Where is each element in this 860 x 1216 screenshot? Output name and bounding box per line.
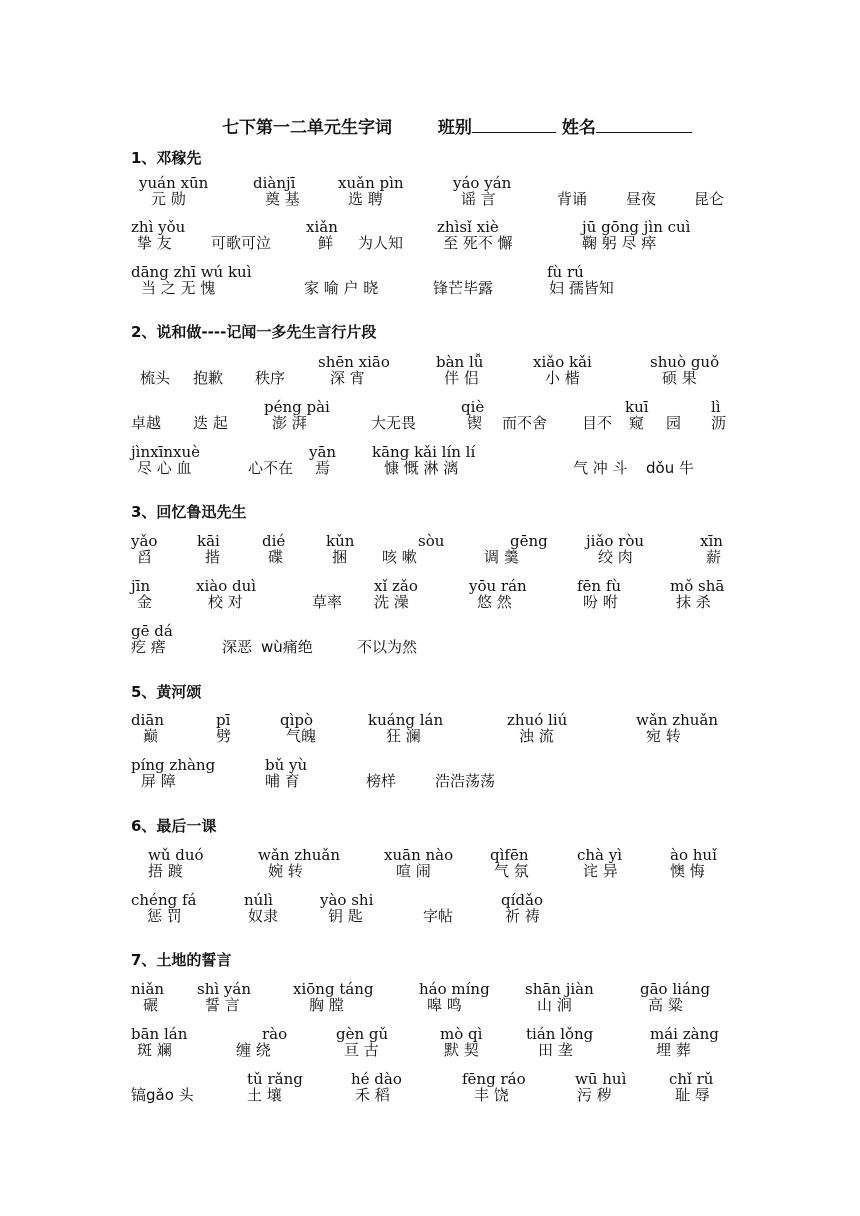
title-text: 七下第一二单元生字词 (222, 118, 392, 138)
section-heading: 1、邓稼先 (131, 149, 202, 167)
worksheet-title (222, 113, 692, 138)
name-blank[interactable] (596, 116, 692, 133)
class-label: 班别 (437, 118, 472, 138)
section-heading: 3、回忆鲁迅先生 (131, 503, 247, 521)
section-heading: 7、土地的誓言 (131, 951, 232, 969)
section-heading: 6、最后一课 (131, 817, 217, 835)
section-heading: 2、说和做----记闻一多先生言行片段 (131, 323, 377, 341)
name-label: 姓名 (561, 118, 596, 138)
class-blank[interactable] (472, 116, 556, 133)
section-heading: 5、黄河颂 (131, 683, 202, 701)
worksheet-page: 七下第一二单元生字词 班别 姓名 1、邓稼先 yuán xūn 元 勋 diànjī 奠 基 xuǎn pìn 选 聘 yáo yán 谣 言 背诵 昼夜 昆仑 zhì yǒu 挚 友 可歌可泣 xiǎn 鲜 为人知 zhìsǐ xiè 至 死不 懈 jū gōng jìn cuì 鞠 躬 尽 瘁 dāng zhī wú kuì 当 之 无 愧 家 喻 户 晓 锋芒毕露 fù rú 妇 孺皆知 2、说和做----记闻一多先生言行片段 梳头 抱歉 秩序 shēn xiāo 深 宵 bàn lǚ 伴 侣 xiǎo kǎi 小 楷 shuò guǒ 硕 果 卓越 迭 起 péng pài 澎 湃 大无畏 qiè 锲 而不舍 目不 kuī 窥 园 lì 沥 jìnxīnxuè 尽 心 血 心不在 yān 焉 kāng kǎi lín lí 慷 慨 淋 漓 气 冲 斗 dǒu 牛 3、回忆鲁迅先生 yǎo 舀 kāi 揩 dié 碟 kǔn 捆 sòu 咳 嗽 gēng 调 羹 jiǎo ròu 绞 肉 xīn 薪 jīn 金 xiào duì 校 对 草率 xǐ zǎo 洗 澡 yōu rán 悠 然 fēn fù 吩 咐 mǒ shā 抹 杀 gē dá 疙 瘩 深恶 wù痛绝 不以为然 5、黄河颂 diān 巅 pī 劈 qìpò 气魄 kuáng lán 狂 澜 zhuó liú 浊 流 wǎn zhuǎn 宛 转 píng zhàng 屏 障 bǔ yù 哺 育 榜样 浩浩荡荡 6、最后一课 wǔ duó 捂 踱 wǎn zhuǎn 婉 转 xuān nào 喧 闹 qìfēn 气 氛 chà yì 诧 异 ào huǐ 懊 悔 chéng fá 惩 罚 núlì 奴隶 yào shi 钥 匙 字帖 qídǎo 祈 祷 7、土地的誓言 niǎn 碾 shì yán 誓 言 xiōng táng 胸 膛 háo míng 嗥 鸣 shān jiàn 山 涧 gāo liáng 高 粱 bān lán 斑 斓 rào 缠 绕 gèn gǔ 亘 古 mò qì 默 契 tián lǒng 田 垄 mái zàng 埋 葬 镐gǎo 头 tǔ rǎng 土 壤 hé dào 禾 稻 fēng ráo 丰 饶 wū huì 污 秽 chǐ rǔ 耻 辱 (0, 0, 860, 1216)
